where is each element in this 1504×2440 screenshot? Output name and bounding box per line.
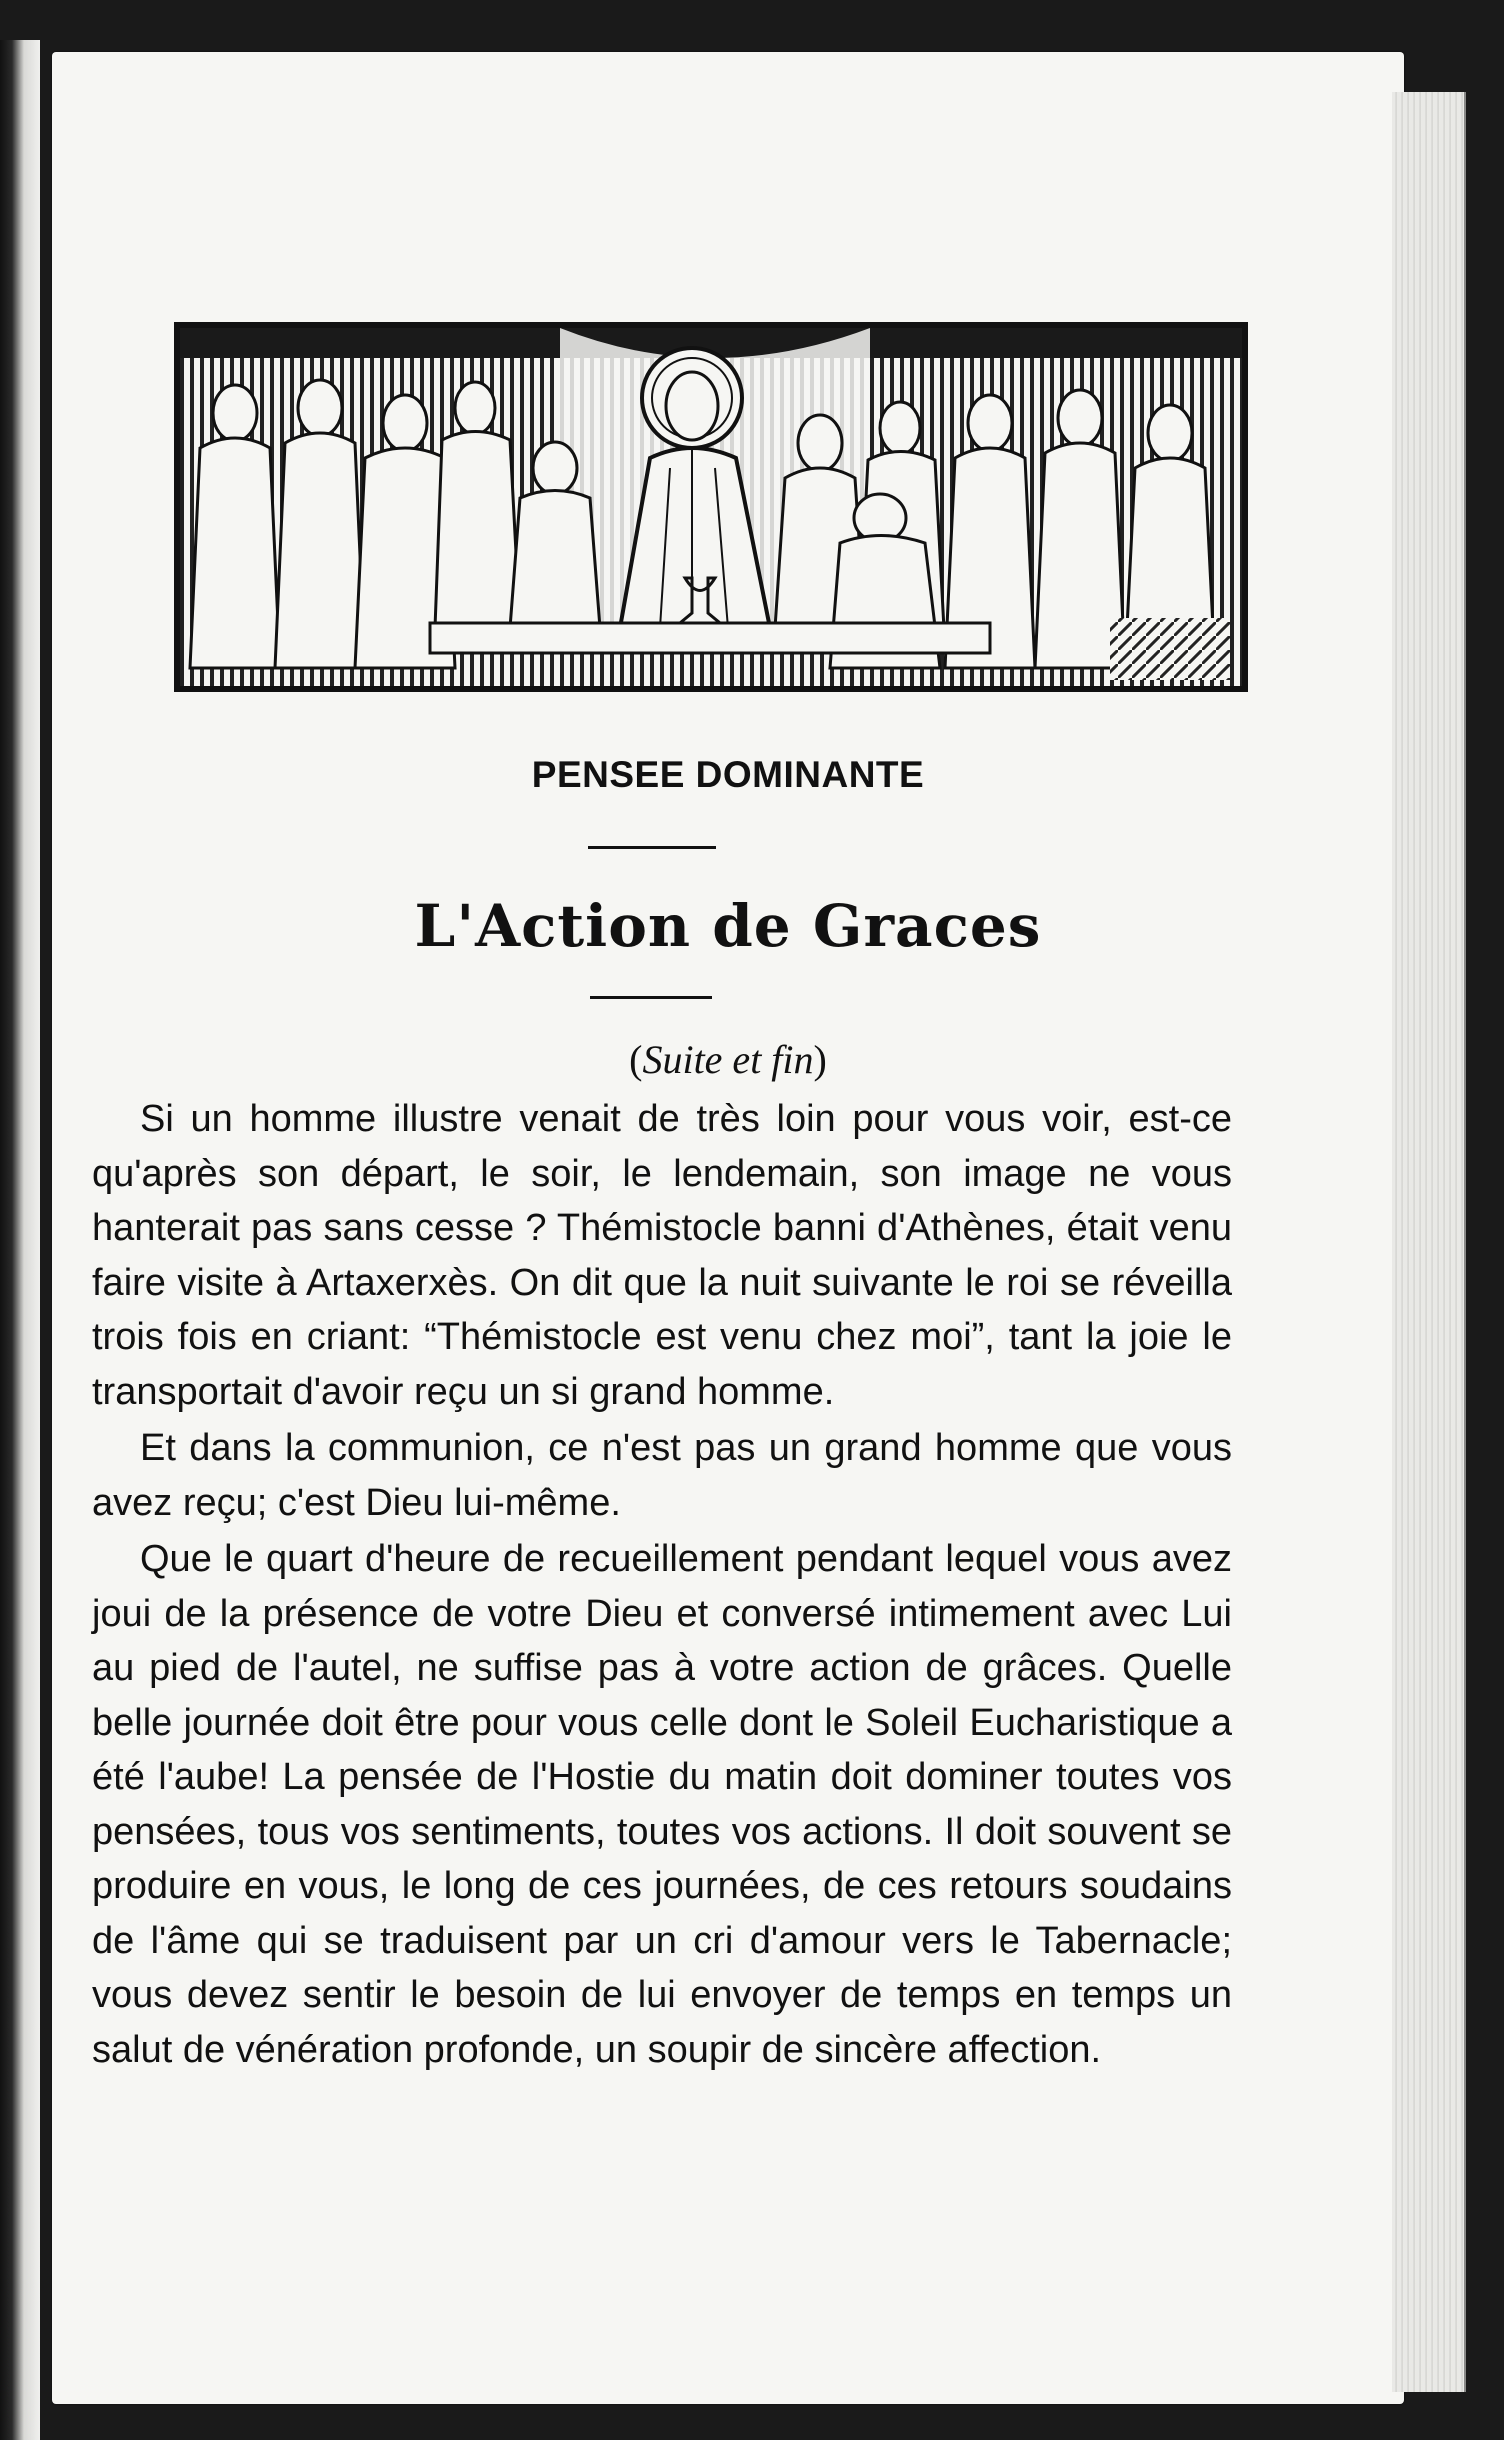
last-supper-engraving-icon — [180, 328, 1242, 686]
page-title: L'Action de Graces — [414, 892, 1042, 960]
paragraph-1: Si un homme illustre venait de très loin pour vous voir, est-ce qu'après son départ, le soir, le lendemain, son image ne vous hanterait pas sans cesse ? Thémistocle banni d'Athènes, était venu faire visite à Artaxerxès. On dit que la nuit suivante le roi se réveilla trois fois en criant: “Thémistocle est venu chez moi”, tant la joie le transportait d'avoir reçu un si grand homme. — [92, 1098, 1232, 1413]
subtitle: (Suite et fin) — [629, 1037, 827, 1082]
paragraph-3: Que le quart d'heure de recueillement pendant lequel vous avez joui de la présence de votre Dieu et conversé intimement avec Lui au pied de l'autel, ne suffise pas à votre action de grâces. Quelle belle journée doit être pour vous celle dont le Soleil Eucharistique a été l'aube! La pensée de l'Hostie du matin doit dominer toutes vos pensées, tous vos sentiments, toutes vos actions. Il doit souvent se produire en vous, le long de ces journées, de ces retours soudains de l'âme qui se traduisent par un cri d'amour vers le Tabernacle; vous devez sentir le besoin de lui envoyer de temps en temps un salut de vénération profonde, un soupir de sincère affection. — [92, 1538, 1232, 2071]
divider-top — [588, 846, 716, 849]
adjacent-page-edge — [0, 40, 40, 2440]
section-label: PENSEE DOMINANTE — [531, 754, 925, 795]
paragraph-2: Et dans la communion, ce n'est pas un grand homme que vous avez reçu; c'est Dieu lui-même. — [92, 1427, 1232, 1524]
body-text — [92, 1092, 1232, 2077]
page-stack-edge — [1392, 92, 1466, 2392]
last-supper-illustration — [174, 322, 1248, 692]
subtitle-text: Suite et fin — [642, 1037, 814, 1082]
divider-bottom — [590, 996, 712, 999]
book-page — [52, 52, 1404, 2404]
